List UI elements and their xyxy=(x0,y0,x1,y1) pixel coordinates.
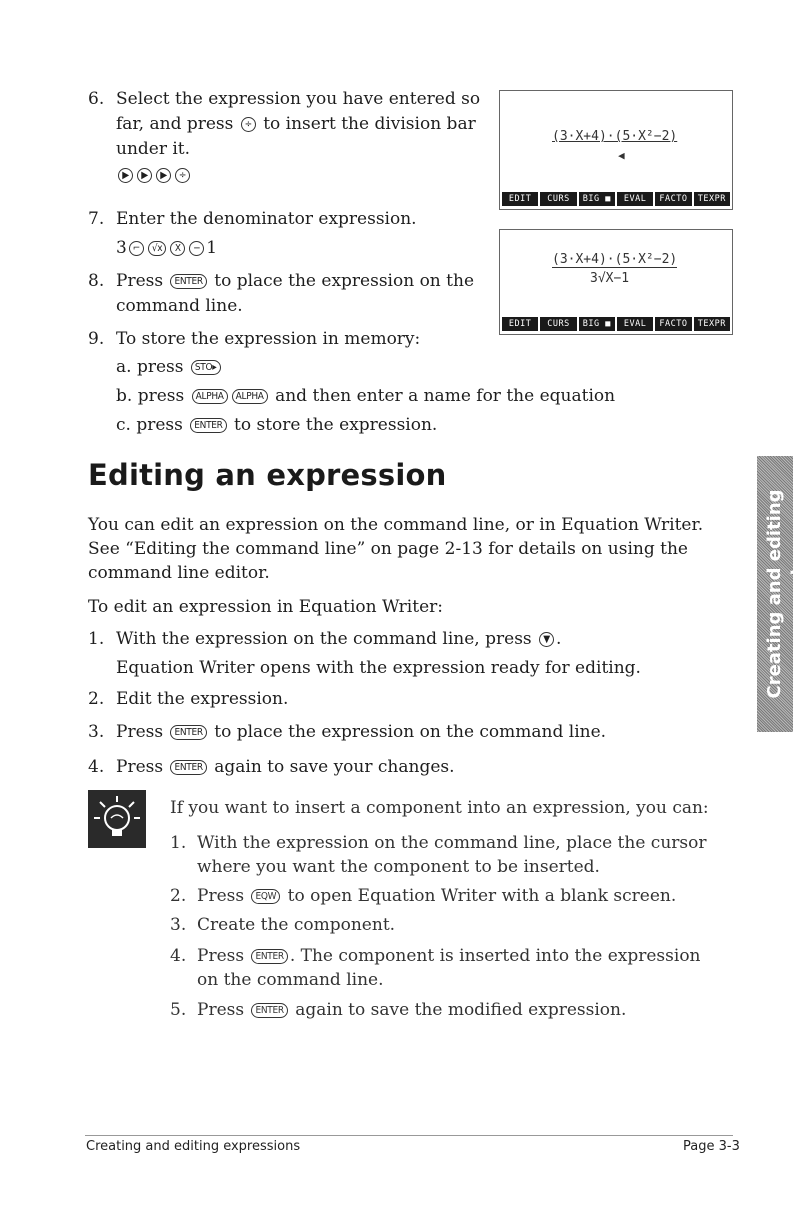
body-text: You can edit an expression on the command line, or in Equation Writer. xyxy=(88,515,704,535)
body-text: To edit an expression in Equation Writer: xyxy=(88,597,443,617)
enter-key-icon: ENTER xyxy=(170,760,206,775)
step-text: Enter the denominator expression. xyxy=(116,209,417,229)
body-text: command line editor. xyxy=(88,563,270,583)
minus-key-icon: − xyxy=(189,241,204,256)
step-text: Create the component. xyxy=(197,915,396,935)
chapter-side-tab-label: Creating and editing expressions xyxy=(764,489,809,699)
footer-chapter-title: Creating and editing expressions xyxy=(86,1139,301,1154)
right-arrow-key-icon: ▶ xyxy=(156,168,171,183)
step-text: Equation Writer opens with the expression ready for editing. xyxy=(116,658,641,678)
step-text: far, and press ÷ to insert the division bar xyxy=(116,114,476,134)
step-number: 7. xyxy=(88,209,105,229)
screen-numerator: (3·X+4)·(5·X²−2) xyxy=(552,252,678,267)
enter-key-icon: ENTER xyxy=(251,1003,287,1018)
menu-curs: CURS xyxy=(540,317,576,331)
sqrt-key-icon: √x xyxy=(148,241,166,256)
key-sequence xyxy=(116,164,192,186)
x-key-icon: X xyxy=(170,241,185,256)
soft-menu-bar xyxy=(502,317,730,331)
step-text: Press EQW to open Equation Writer with a blank screen. xyxy=(197,886,677,906)
step-number: 4. xyxy=(88,757,105,777)
menu-edit: EDIT xyxy=(502,192,538,206)
right-arrow-key-icon: ▶ xyxy=(137,168,152,183)
menu-facto: FACTO xyxy=(655,317,691,331)
menu-curs: CURS xyxy=(540,192,576,206)
enter-key-icon: ENTER xyxy=(170,274,206,289)
sub-step: b. press ALPHA ALPHA and then enter a name for the equation xyxy=(116,386,616,406)
step-number: 2. xyxy=(170,886,187,906)
step-text: under it. xyxy=(116,139,191,159)
step-text: Edit the expression. xyxy=(116,689,289,709)
left-shift-key-icon: ⌐ xyxy=(129,241,144,256)
tip-lightbulb-icon xyxy=(88,790,146,848)
step-number: 2. xyxy=(88,689,105,709)
menu-big: BIG ■ xyxy=(579,317,615,331)
body-text: See “Editing the command line” on page 2-13 for details on using the xyxy=(88,539,688,559)
divide-key-icon: ÷ xyxy=(241,117,256,132)
step-number: 1. xyxy=(88,629,105,649)
digit-text: 1 xyxy=(206,238,218,258)
step-text: Press ENTER to place the expression on the xyxy=(116,271,475,291)
step-number: 8. xyxy=(88,271,105,291)
right-arrow-key-icon: ▶ xyxy=(118,168,133,183)
calculator-screen-2 xyxy=(499,229,733,335)
menu-big: BIG ■ xyxy=(579,192,615,206)
step-text: Select the expression you have entered so xyxy=(116,89,481,109)
screen-expression: (3·X+4)·(5·X²−2) xyxy=(552,129,678,144)
menu-texpr: TEXPR xyxy=(694,317,730,331)
step-number: 3. xyxy=(170,915,187,935)
calculator-screen-1 xyxy=(499,90,733,210)
step-number: 3. xyxy=(88,722,105,742)
sub-step: a. press STO▸ xyxy=(116,356,223,378)
sub-step: c. press ENTER to store the expression. xyxy=(116,415,438,435)
menu-facto: FACTO xyxy=(655,192,691,206)
eqw-key-icon: EQW xyxy=(251,889,280,904)
sto-key-icon: STO▸ xyxy=(191,360,221,375)
alpha-key-icon: ALPHA xyxy=(232,389,268,404)
enter-key-icon: ENTER xyxy=(170,725,206,740)
soft-menu-bar xyxy=(502,192,730,206)
step-text: Press ENTER to place the expression on the command line. xyxy=(116,722,607,742)
step-text: on the command line. xyxy=(197,970,384,990)
step-text: where you want the component to be inserted. xyxy=(197,857,600,877)
step-number: 9. xyxy=(88,329,105,349)
step-text: command line. xyxy=(116,296,243,316)
menu-edit: EDIT xyxy=(502,317,538,331)
menu-eval: EVAL xyxy=(617,192,653,206)
menu-eval: EVAL xyxy=(617,317,653,331)
menu-texpr: TEXPR xyxy=(694,192,730,206)
footer-divider xyxy=(85,1135,733,1136)
step-number: 6. xyxy=(88,89,105,109)
step-text: Press ENTER . The component is inserted into the expression xyxy=(197,946,701,966)
screen-denominator: 3√X−1 xyxy=(590,271,630,286)
step-text: With the expression on the command line, place the cursor xyxy=(197,833,707,853)
footer-page-number: Page 3-3 xyxy=(683,1139,740,1154)
tip-intro: If you want to insert a component into an expression, you can: xyxy=(170,798,709,818)
down-arrow-key-icon: ▼ xyxy=(539,632,554,647)
step-text: Press ENTER again to save your changes. xyxy=(116,757,455,777)
cursor-icon: ◀ xyxy=(618,149,625,162)
step-number: 5. xyxy=(170,1000,187,1020)
step-text: With the expression on the command line, press ▼ . xyxy=(116,629,562,649)
digit-text: 3 xyxy=(116,238,127,258)
step-text: To store the expression in memory: xyxy=(116,329,421,349)
chapter-side-tab xyxy=(757,456,809,732)
alpha-key-icon: ALPHA xyxy=(192,389,228,404)
key-sequence xyxy=(116,237,217,259)
step-number: 4. xyxy=(170,946,187,966)
divide-key-icon: ÷ xyxy=(175,168,190,183)
enter-key-icon: ENTER xyxy=(190,418,226,433)
section-heading: Editing an expression xyxy=(88,458,447,492)
step-number: 1. xyxy=(170,833,187,853)
enter-key-icon: ENTER xyxy=(251,949,287,964)
step-text: Press ENTER again to save the modified expression. xyxy=(197,1000,627,1020)
